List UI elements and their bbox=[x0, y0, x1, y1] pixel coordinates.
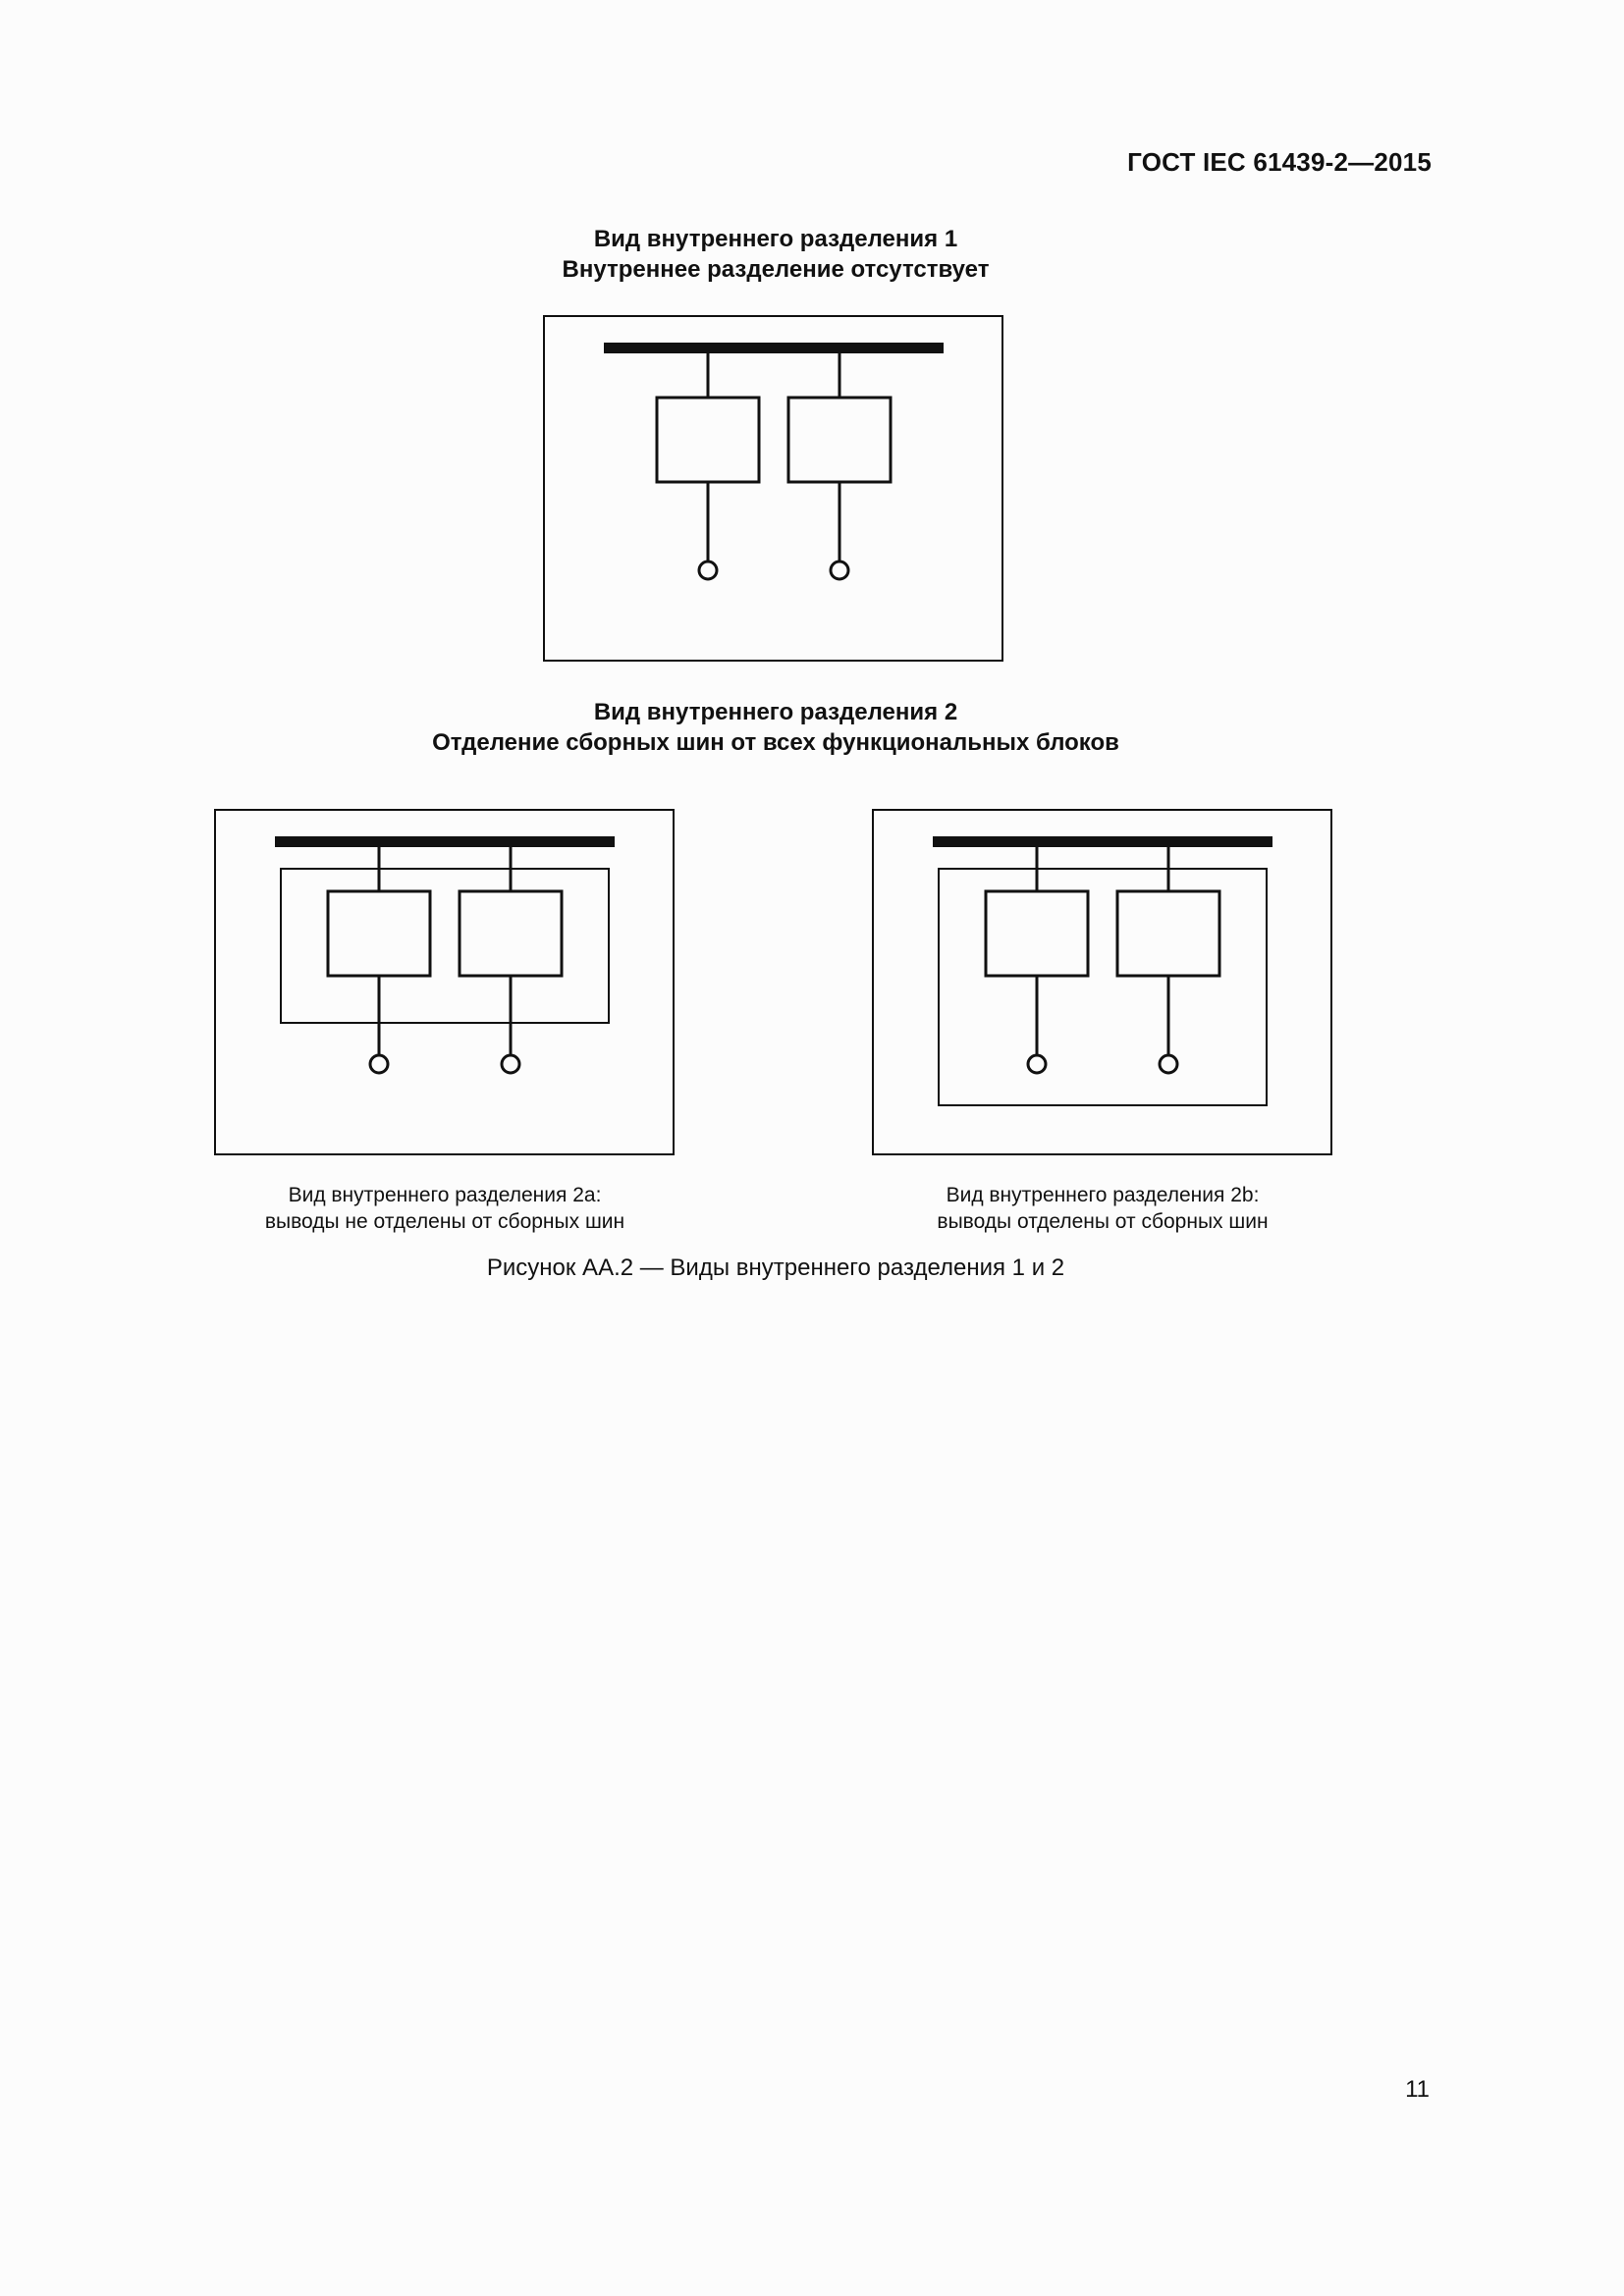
busbar bbox=[604, 343, 944, 353]
functional-unit-2 bbox=[1117, 891, 1219, 976]
form2a-caption-line1: Вид внутреннего разделения 2a: bbox=[288, 1184, 602, 1206]
document-code: ГОСТ IEC 61439-2—2015 bbox=[1127, 147, 1432, 177]
form1-heading bbox=[0, 224, 1551, 285]
form2b-caption bbox=[872, 1182, 1333, 1235]
busbar bbox=[933, 836, 1272, 847]
functional-unit-1 bbox=[986, 891, 1088, 976]
terminal-2 bbox=[831, 561, 848, 579]
functional-unit-2 bbox=[460, 891, 562, 976]
terminal-1 bbox=[370, 1055, 388, 1073]
form2b-caption-line2: выводы отделены от сборных шин bbox=[937, 1210, 1269, 1233]
figure-caption: Рисунок АА.2 — Виды внутреннего разделения 1 и 2 bbox=[486, 1255, 1065, 1281]
busbar bbox=[275, 836, 615, 847]
form2a-caption-line2: выводы не отделены от сборных шин bbox=[264, 1210, 625, 1233]
terminal-1 bbox=[1028, 1055, 1046, 1073]
form2-subtitle: Отделение сборных шин от всех функциональных блоков bbox=[432, 729, 1119, 756]
form1-subtitle: Внутреннее разделение отсутствует bbox=[562, 256, 990, 283]
form2-heading bbox=[0, 697, 1551, 758]
form2a-diagram bbox=[214, 809, 676, 1157]
functional-unit-1 bbox=[657, 398, 759, 482]
form2b-caption-line1: Вид внутреннего разделения 2b: bbox=[946, 1184, 1260, 1206]
functional-unit-1 bbox=[328, 891, 430, 976]
terminal-2 bbox=[1160, 1055, 1177, 1073]
terminal-1 bbox=[699, 561, 717, 579]
form1-diagram bbox=[543, 315, 1004, 664]
functional-unit-2 bbox=[788, 398, 891, 482]
enclosure bbox=[544, 316, 1002, 661]
busbar-partition bbox=[939, 869, 1267, 1105]
form2-title: Вид внутреннего разделения 2 bbox=[593, 699, 958, 725]
form2b-diagram bbox=[872, 809, 1333, 1157]
terminal-2 bbox=[502, 1055, 519, 1073]
page-number: 11 bbox=[1405, 2076, 1430, 2103]
enclosure bbox=[215, 810, 674, 1154]
form2a-caption bbox=[214, 1182, 676, 1235]
enclosure bbox=[873, 810, 1331, 1154]
form1-title: Вид внутреннего разделения 1 bbox=[593, 226, 958, 252]
